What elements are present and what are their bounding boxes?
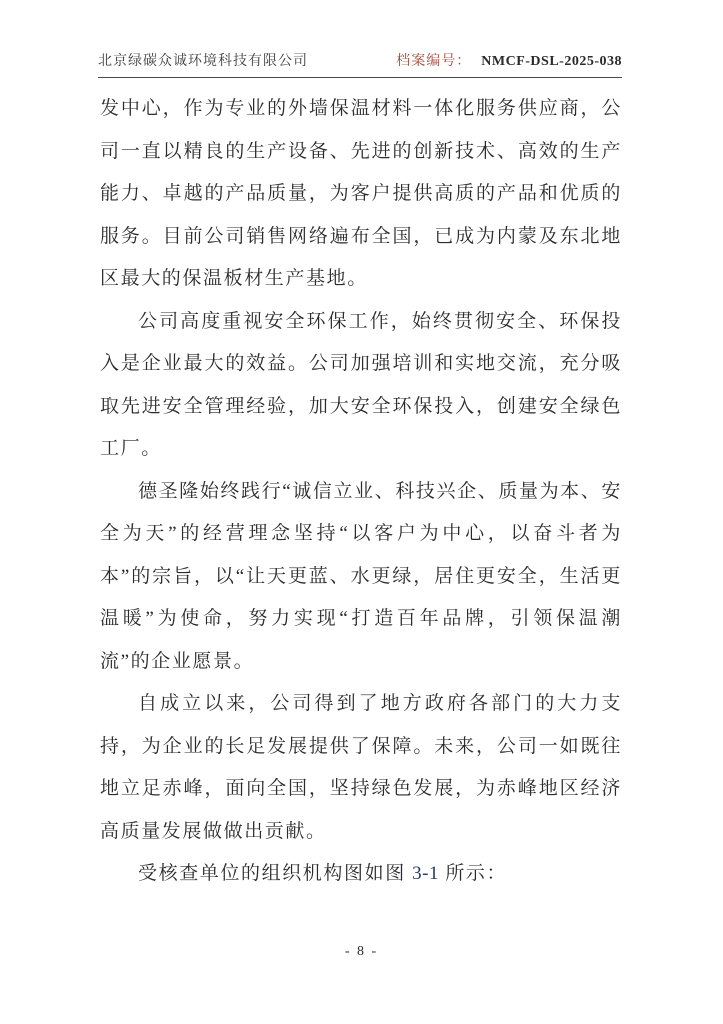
page-footer xyxy=(0,944,723,960)
paragraph-company-intro: 发中心，作为专业的外墙保温材料一体化服务供应商，公司一直以精良的生产设备、先进的创新技术、高效的生产能力、卓越的产品质量，为客户提供高质的产品和优质的服务。目前公司销售网络遍布全国，已成为内蒙及东北地区最大的保温板材生产基地。 xyxy=(100,98,622,289)
figure-reference-number: 3-1 xyxy=(412,863,439,884)
document-body xyxy=(100,88,622,896)
figure-reference-suffix: 所示： xyxy=(438,863,508,884)
company-name: 北京绿碳众诚环境科技有限公司 xyxy=(98,54,308,69)
paragraph-company-philosophy: 德圣隆始终践行“诚信立业、科技兴企、质量为本、安全为天”的经营理念坚持“以客户为中心，以奋斗者为本”的宗旨，以“让天更蓝、水更绿，居住更安全，生活更温暖”为使命，努力实现“打造百年品牌，引领保温潮流”的企业愿景。 xyxy=(100,480,622,672)
archive-number-value: NMCF-DSL-2025-038 xyxy=(481,54,622,69)
paragraph-government-support: 自成立以来，公司得到了地方政府各部门的大力支持，为企业的长足发展提供了保障。未来，公司一如既往地立足赤峰，面向全国，坚持绿色发展，为赤峰地区经济高质量发展做做出贡献。 xyxy=(100,693,622,842)
page-header xyxy=(98,50,622,78)
page-number: - 8 - xyxy=(344,944,379,959)
figure-reference-line xyxy=(100,853,622,896)
archive-number-group xyxy=(396,50,622,70)
paragraph-safety-environment: 公司高度重视安全环保工作，始终贯彻安全、环保投入是企业最大的效益。公司加强培训和实地交流，充分吸取先进安全管理经验，加大安全环保投入，创建安全绿色工厂。 xyxy=(100,310,622,459)
figure-reference-prefix: 受核查单位的组织机构图如图 xyxy=(138,863,413,884)
archive-number-label: 档案编号： xyxy=(396,54,472,69)
